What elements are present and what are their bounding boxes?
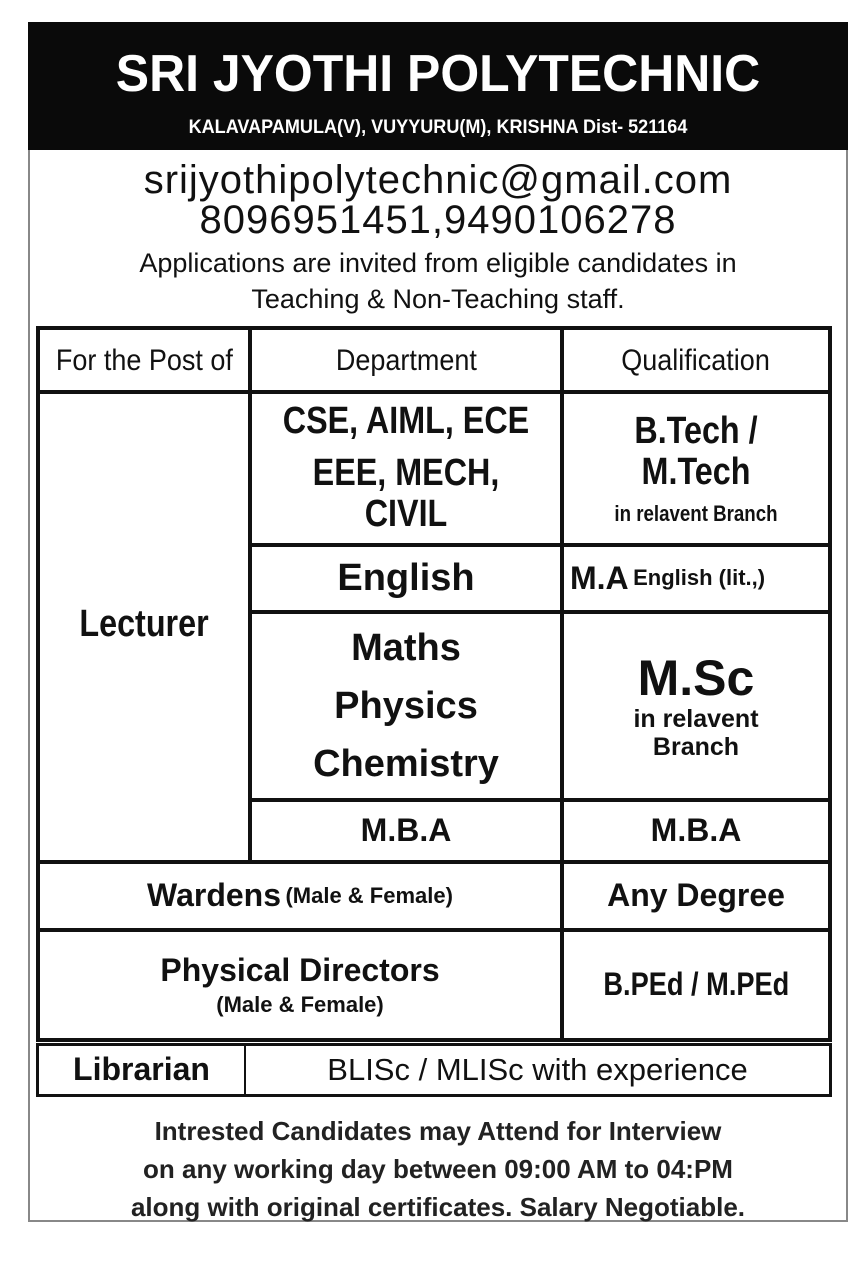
header-post-label: For the Post of: [55, 343, 233, 377]
intro-line-1: Applications are invited from eligible candidates in: [139, 248, 737, 278]
post-label: Physical Directors: [160, 952, 440, 989]
qual-note: in relavent: [633, 705, 759, 733]
post-note: (Male & Female): [216, 991, 384, 1017]
qual-note: English (lit.,): [633, 565, 766, 591]
qual-english: [562, 545, 830, 612]
qual-main: M.A: [570, 559, 629, 596]
post-note: (Male & Female): [285, 882, 453, 908]
contact-phones: 8096951451,9490106278: [199, 198, 677, 242]
header-department-label: Department: [335, 343, 477, 377]
qual-main: BLISc / MLISc with experience: [327, 1051, 748, 1087]
footer-line: along with original certificates. Salary Negotiable.: [130, 1192, 746, 1222]
dept-line: Maths: [351, 627, 461, 669]
qual-main: B.PEd / M.PEd: [603, 966, 789, 1003]
footer-line: Intrested Candidates may Attend for Interview: [154, 1116, 722, 1146]
post-lecturer: [38, 392, 250, 862]
contact-email: srijyothipolytechnic@gmail.com: [143, 158, 733, 202]
qual-engineering: [562, 392, 830, 545]
post-physical-directors: [38, 930, 562, 1040]
qual-sciences: [562, 612, 830, 800]
dept-line: English: [337, 556, 475, 599]
header-qualification-label: Qualification: [621, 343, 771, 377]
dept-line: M.B.A: [360, 812, 452, 849]
post-wardens: [38, 862, 562, 930]
dept-line: Chemistry: [313, 743, 499, 785]
dept-line: CSE, AIML, ECE: [282, 399, 530, 442]
intro-line-2: Teaching & Non-Teaching staff.: [251, 284, 625, 314]
institution-address: KALAVAPAMULA(V), VUYYURU(M), KRISHNA Dist- 521164: [188, 117, 688, 138]
dept-line: EEE, MECH, CIVIL: [312, 451, 500, 536]
qual-note: Branch: [652, 732, 740, 761]
footer-notice: [28, 1112, 848, 1226]
dept-line: Physics: [334, 685, 478, 727]
header-post: [38, 328, 250, 392]
post-lecturer-label: Lecturer: [79, 603, 209, 645]
qual-physical-directors: [562, 930, 830, 1040]
qual-main: Any Degree: [607, 877, 785, 914]
footer-line: on any working day between 09:00 AM to 04:PM: [143, 1154, 733, 1184]
dept-english: [250, 545, 562, 612]
qual-main: M.Sc: [637, 650, 755, 706]
qual-main: B.Tech / M.Tech: [634, 409, 758, 494]
dept-sciences: [250, 612, 562, 800]
qual-note: in relavent Branch: [614, 501, 778, 527]
dept-mba: [250, 800, 562, 862]
header-qualification: [562, 328, 830, 392]
post-label: Wardens: [147, 877, 281, 914]
header-banner: [28, 22, 848, 150]
header-department: [250, 328, 562, 392]
qual-librarian: [246, 1046, 829, 1094]
qual-main: M.B.A: [650, 812, 742, 849]
institution-title: SRI JYOTHI POLYTECHNIC: [115, 45, 761, 103]
post-librarian: [39, 1046, 246, 1094]
qual-mba: [562, 800, 830, 862]
dept-engineering: [250, 392, 562, 545]
post-label: Librarian: [73, 1051, 210, 1088]
qual-wardens: [562, 862, 830, 930]
